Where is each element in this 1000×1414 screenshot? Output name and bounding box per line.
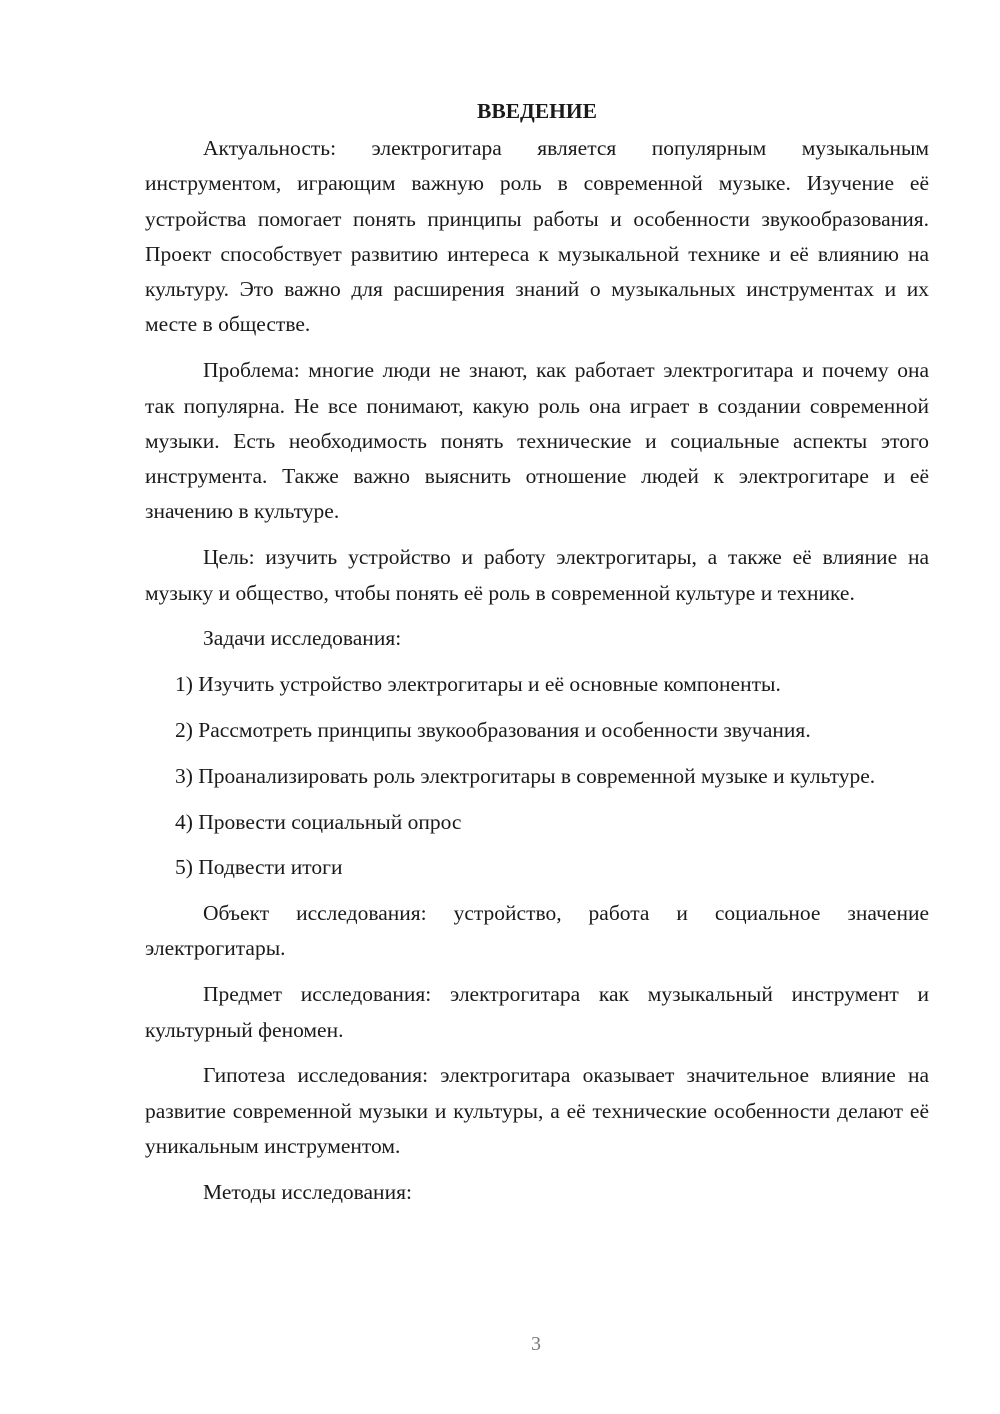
task-item: 1) Изучить устройство электрогитары и её основные компоненты. [175, 672, 781, 697]
subject-paragraph: Предмет исследования: электрогитара как музыкальный инструмент и культурный феномен. [145, 982, 929, 1042]
page-content [145, 96, 929, 1210]
hypothesis-paragraph: Гипотеза исследования: электрогитара оказывает значительное влияние на развитие современной музыки и культуры, а её технические особенности делают её уникальным инструментом. [145, 1063, 929, 1158]
methods-heading: Методы исследования: [203, 1179, 412, 1204]
task-item: 2) Рассмотреть принципы звукообразования и особенности звучания. [175, 717, 811, 742]
section-heading: ВВЕДЕНИЕ [477, 99, 597, 123]
task-item: 4) Провести социальный опрос [175, 809, 462, 834]
task-item: 5) Подвести итоги [175, 855, 343, 880]
relevance-paragraph: Актуальность: электрогитара является популярным музыкальным инструментом, играющим важную роль в современной музыке. Изучение её устройства помогает понять принципы работы и особенности звукообразования. Проект способствует развитию интереса к музыкальной технике и её влиянию на культуру. Это важно для расширения знаний о музыкальных инструментах и их месте в обществе. [145, 136, 929, 337]
tasks-heading: Задачи исследования: [203, 626, 402, 651]
page-number: 3 [531, 1333, 541, 1355]
object-paragraph: Объект исследования: устройство, работа и социальное значение электрогитары. [145, 901, 929, 961]
problem-paragraph: Проблема: многие люди не знают, как работает электрогитара и почему она так популярна. Не все понимают, какую роль она играет в создании современной музыки. Есть необходимость понять технические и социальные аспекты этого инструмента. Также важно выяснить отношение людей к электрогитаре и её значению в культуре. [145, 358, 929, 524]
task-item: 3) Проанализировать роль электрогитары в современной музыке и культуре. [175, 763, 876, 788]
goal-paragraph: Цель: изучить устройство и работу электрогитары, а также её влияние на музыку и общество, чтобы понять её роль в современной культуре и технике. [145, 545, 929, 605]
